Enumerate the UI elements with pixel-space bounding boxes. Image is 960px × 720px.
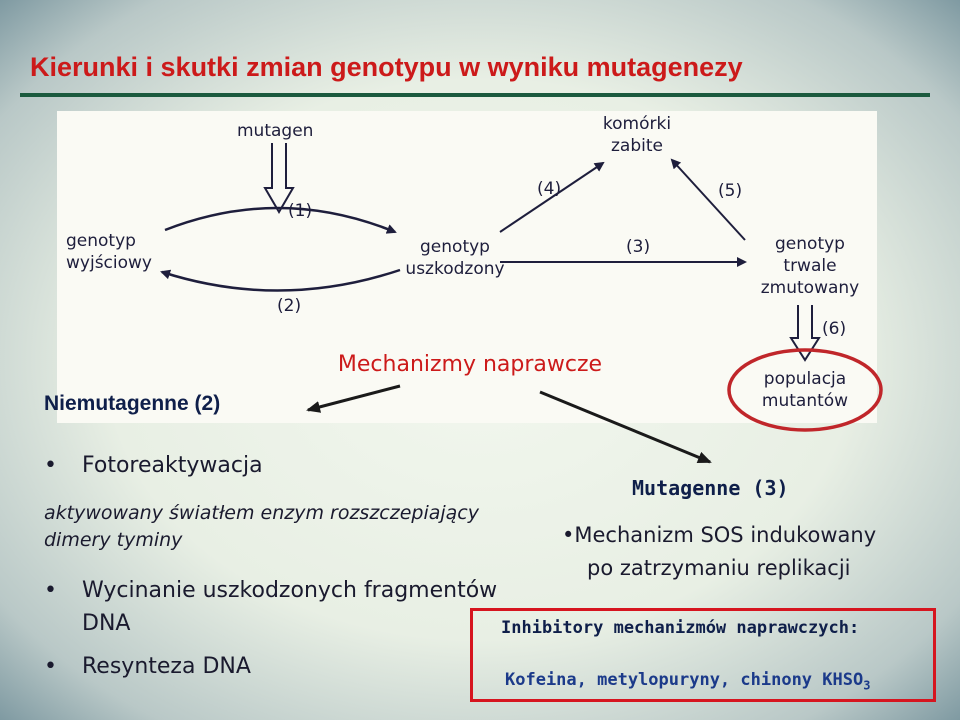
killed-cells-label: komórki zabite — [602, 114, 672, 156]
sos-mechanism-line2: po zatrzymaniu replikacji — [587, 556, 851, 580]
original-genotype-label: genotyp wyjściowy — [66, 231, 152, 273]
inhibitors-list: Kofeina, metylopuryny, chinony $KHSO_3$ — [505, 670, 871, 693]
sos-mechanism-line1: •Mechanizm SOS indukowany — [562, 523, 877, 547]
nonmutagenic-heading: Niemutagenne (2) — [44, 392, 221, 415]
step-5-label: (5) — [718, 181, 743, 201]
photoreactivation-description: aktywowany światłem enzym rozszczepiający dimery tyminy — [44, 502, 479, 551]
step-1-label: (1) — [288, 201, 313, 221]
khso-subscript: 3 — [863, 678, 871, 693]
bullet-dot: • — [44, 453, 57, 478]
inhibitors-heading: Inhibitory mechanizmów naprawczych: — [501, 618, 860, 638]
slide-title: Kierunki i skutki zmian genotypu w wyniku mutagenezy — [30, 52, 743, 82]
step-3-label: (3) — [626, 237, 651, 257]
mutant-population-label: populacja mutantów — [761, 369, 849, 411]
bullet-dot: • — [44, 578, 57, 603]
bullet-dot: • — [44, 654, 57, 679]
bullet-excision: • Wycinanie uszkodzonych fragmentów DNA — [44, 574, 497, 640]
damaged-genotype-label: genotyp uszkodzony — [405, 237, 505, 279]
repair-mechanisms-heading: Mechanizmy naprawcze — [337, 352, 603, 377]
step-6-label: (6) — [822, 319, 847, 339]
mutagenic-heading: Mutagenne (3) — [632, 476, 789, 500]
arrow-repair-back — [162, 270, 400, 291]
bullet-resynthesis: • Resynteza DNA — [44, 654, 251, 679]
mutagen-label: mutagen — [237, 121, 314, 141]
step-4-label: (4) — [537, 179, 562, 199]
arrow-to-mutagenic — [540, 392, 710, 462]
mutated-genotype-label: genotyp trwale zmutowany — [760, 234, 860, 298]
step-2-label: (2) — [277, 296, 302, 316]
arrow-to-nonmutagenic — [308, 386, 400, 410]
bullet-photoreactivation: • Fotoreaktywacja — [44, 453, 263, 478]
